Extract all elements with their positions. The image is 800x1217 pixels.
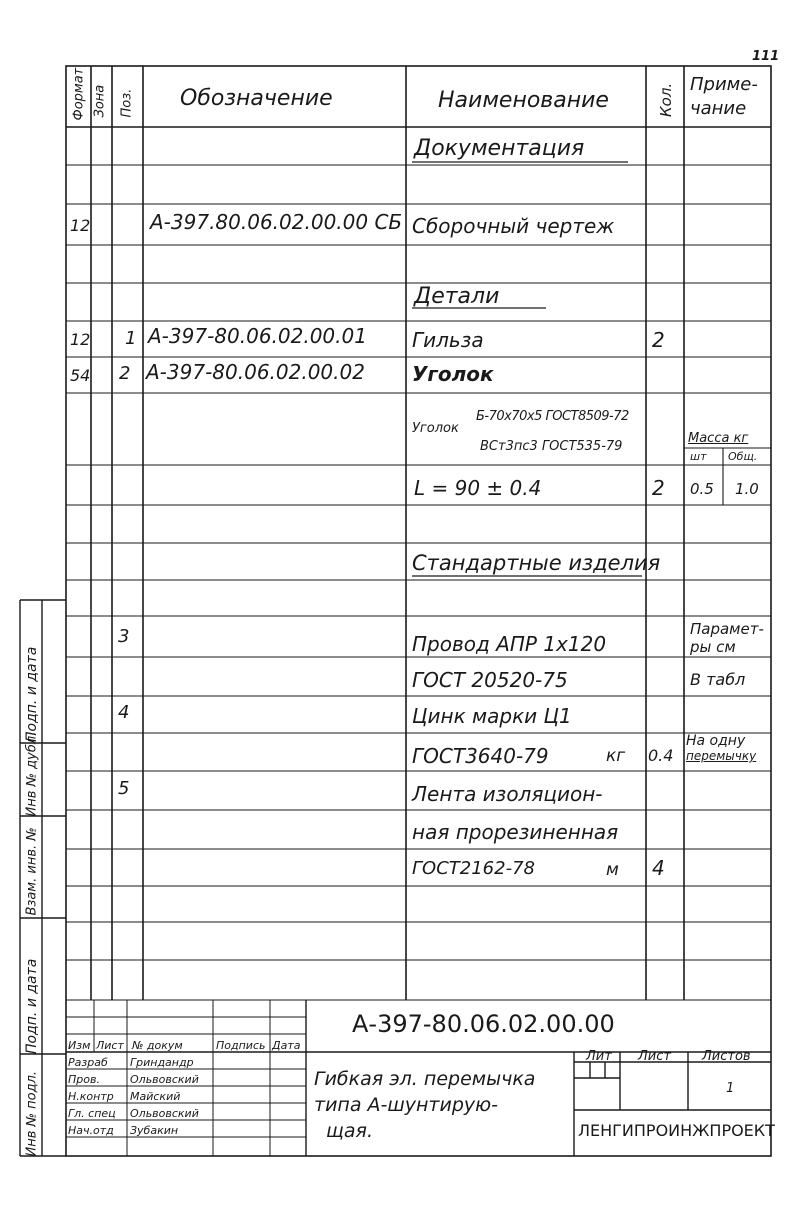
section-standard-items: Стандартные изделия xyxy=(412,551,661,575)
row-name: Цинк марки Ц1 xyxy=(412,704,572,728)
page-number: 111 xyxy=(752,49,780,64)
title-line3: щая. xyxy=(326,1120,374,1142)
row-unit: м xyxy=(606,860,619,880)
row-name: Провод АПР 1х120 xyxy=(412,632,607,656)
row-format: 54 xyxy=(70,366,91,385)
row-unit: кг xyxy=(606,746,626,766)
title-line2: типа А-шунтирую- xyxy=(314,1094,498,1116)
section-documentation: Документация xyxy=(414,136,585,161)
role-name: Гриндандр xyxy=(130,1056,194,1069)
row-name: ГОСТ 20520-75 xyxy=(412,668,568,692)
row-pos: 1 xyxy=(125,328,137,349)
mass-title: Масса кг xyxy=(688,431,749,446)
row-name: ГОСТ2162-78 xyxy=(412,858,535,879)
role-label: Н.контр xyxy=(68,1090,114,1103)
row-name: Сборочный чертеж xyxy=(412,214,615,238)
sheet-label: Лист xyxy=(638,1049,671,1064)
row-designation: А-397-80.06.02.00.01 xyxy=(148,324,367,348)
side-replace-inv: Взам. инв. № xyxy=(24,827,40,916)
row-name-prefix: Уголок xyxy=(412,421,459,436)
col-doc: № докум xyxy=(132,1039,183,1052)
col-date: Дата xyxy=(272,1039,301,1052)
row-format: 12 xyxy=(70,330,91,349)
role-name: Зубакин xyxy=(130,1124,179,1137)
doc-number: А-397-80.06.02.00.00 xyxy=(352,1010,615,1038)
side-sign-date-2: Подп. и дата xyxy=(24,958,40,1054)
header-qty: Кол. xyxy=(657,82,675,117)
side-sign-date-1: Подп. и дата xyxy=(24,646,40,742)
sheets-value: 1 xyxy=(726,1081,735,1096)
row-qty: 2 xyxy=(652,328,665,352)
header-zone: Зона xyxy=(92,84,108,118)
role-label: Разраб xyxy=(68,1056,108,1069)
row-name: Уголок xyxy=(412,362,494,386)
row-name: L = 90 ± 0.4 xyxy=(414,476,542,500)
row-name: ная прорезиненная xyxy=(412,820,619,844)
row-name: Гильза xyxy=(412,328,484,352)
title-line1: Гибкая эл. перемычка xyxy=(314,1068,536,1090)
row-pos: 2 xyxy=(119,363,131,384)
mass-col-one: шт xyxy=(690,450,707,463)
row-name: ГОСТ3640-79 xyxy=(412,744,549,768)
sheets-label: Листов xyxy=(702,1049,751,1064)
header-name: Наименование xyxy=(438,88,609,113)
row-name-bottom: ВСт3пс3 ГОСТ535-79 xyxy=(480,439,623,454)
row-note: В табл xyxy=(690,670,746,689)
organization: ЛЕНГИПРОИНЖПРОЕКТ xyxy=(578,1121,775,1140)
role-label: Гл. спец xyxy=(68,1107,116,1120)
row-pos: 5 xyxy=(118,778,130,799)
header-note-line1: Приме- xyxy=(690,74,758,95)
section-details: Детали xyxy=(414,284,500,309)
header-pos: Поз. xyxy=(119,88,135,118)
row-name: Лента изоляцион- xyxy=(412,782,603,806)
header-format: Формат xyxy=(71,67,87,121)
row-note-line1: На одну xyxy=(686,733,746,749)
role-label: Пров. xyxy=(68,1073,100,1086)
row-note-line2: ры см xyxy=(690,638,736,656)
mass-total-value: 1.0 xyxy=(735,480,759,498)
role-label: Нач.отд xyxy=(68,1124,114,1137)
row-pos: 4 xyxy=(118,702,130,723)
row-format: 12 xyxy=(70,216,91,235)
role-name: Майский xyxy=(130,1090,181,1103)
side-inv-orig: Инв № подл. xyxy=(24,1070,40,1157)
row-designation: А-397-80.06.02.00.02 xyxy=(146,360,365,384)
col-list: Лист xyxy=(96,1039,124,1052)
row-note-line1: Парамет- xyxy=(690,620,764,638)
row-qty: 2 xyxy=(652,476,665,500)
lit-label: Лит xyxy=(586,1049,612,1064)
col-sign: Подпись xyxy=(216,1039,266,1052)
side-inv-dup: Инв № дубл. xyxy=(24,731,40,817)
role-name: Ольвовский xyxy=(130,1107,199,1120)
row-note-line2: перемычку xyxy=(686,749,757,763)
col-izm: Изм xyxy=(68,1039,91,1052)
role-name: Ольвовский xyxy=(130,1073,199,1086)
row-designation: А-397.80.06.02.00.00 СБ xyxy=(150,210,403,234)
row-name-top: Б-70х70х5 ГОСТ8509-72 xyxy=(476,409,629,424)
header-note-line2: чание xyxy=(690,98,747,119)
header-designation: Обозначение xyxy=(180,86,333,111)
mass-one-value: 0.5 xyxy=(690,480,714,498)
row-pos: 3 xyxy=(118,626,130,647)
row-qty: 0.4 xyxy=(648,746,674,765)
mass-col-total: Общ. xyxy=(728,450,758,463)
row-qty: 4 xyxy=(652,856,665,880)
